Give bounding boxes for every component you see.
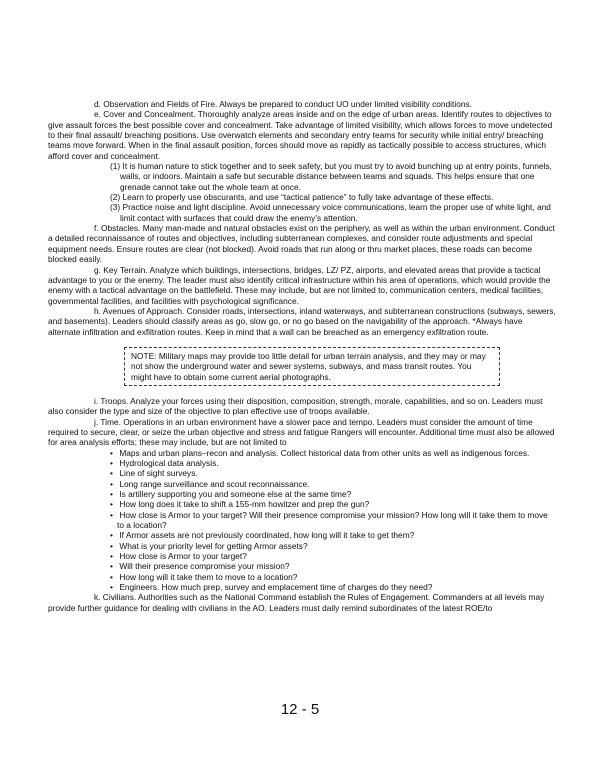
list-item: • How long will it take them to move to a location?	[110, 571, 298, 582]
paragraph-k: k. Civilians. Authorities such as the National Command establish the Rules of Engagement. Commanders at all levels may provide further guidance for dealing with civilians in the AO. Leaders must daily remind subordinates of the latest ROE/to	[48, 592, 545, 613]
paragraph-f: f. Obstacles. Many man-made and natural obstacles exist on the periphery, as well as within the urban environment. Conduct a detailed reconnaissance of routes and objectives, including subterranean complexes, and consider route adjustments and special equipment needs. Ensure routes are clear (not blocked). Avoid roads that run along or thru market places, these roads can become blocked easily.	[48, 223, 555, 265]
list-item: • Engineers. How much prep, survey and emplacement time of charges do they need?	[110, 582, 433, 593]
list-item: • If Armor assets are not previously coordinated, how long will it take to get them?	[110, 530, 415, 541]
list-item: • How close is Armor to your target?	[110, 551, 247, 562]
list-item: • How close is Armor to your target? Will their presence compromise your mission? How long will it take them to move to a location?	[110, 509, 548, 531]
paragraph-d: d. Observation and Fields of Fire. Always be prepared to conduct UO under limited visibility conditions.	[94, 99, 472, 109]
paragraph-e1: (1) It is human nature to stick together and to seek safety, but you must try to avoid bunching up at entry points, funnels, walls, or indoors. Maintain a safe but securable distance between teams and squads. This helps ensure that one grenade cannot take out the whole team at once.	[110, 161, 552, 192]
bullet-icon: •	[110, 571, 113, 582]
bullet-icon: •	[110, 447, 113, 458]
bullet-icon: •	[110, 530, 113, 541]
list-item: • What is your priority level for getting Armor assets?	[110, 540, 308, 551]
list-item: • Will their presence compromise your mission?	[110, 561, 290, 572]
paragraph-e3: (3) Practice noise and light discipline. Avoid unnecessary voice communications, learn the proper use of white light, and limit contact with surfaces that could draw the enemy’s attention.	[110, 202, 551, 223]
bullet-icon: •	[110, 509, 113, 520]
time-analysis-list	[48, 448, 556, 593]
bullet-icon: •	[110, 489, 113, 500]
bullet-icon: •	[110, 561, 113, 572]
bullet-icon: •	[110, 499, 113, 510]
list-item: • Line of sight surveys.	[110, 468, 198, 479]
bullet-icon: •	[110, 551, 113, 562]
note-box	[124, 347, 500, 386]
note-text: NOTE: Military maps may provide too little detail for urban terrain analysis, and they may or may not show the underground water and sewer systems, subways, and mass transit routes. You might have to obtain some current aerial photographs.	[131, 350, 486, 382]
paragraph-i: i. Troops. Analyze your forces using their disposition, composition, strength, morale, capabilities, and so on. Leaders must also consider the type and size of the objective to plan effective use of troops available.	[48, 395, 543, 417]
paragraph-e2: (2) Learn to properly use obscurants, and use “tactical patience” to fully take advantage of these effects.	[110, 192, 494, 203]
list-item: • Long range surveillance and scout reconnaissance.	[110, 478, 310, 489]
paragraph-j: j. Time. Operations in an urban environment have a slower pace and tempo. Leaders must consider the amount of time required to secure, clear, or seize the urban objective and stress and fatigue Rangers will encounter. Additional time must also be allowed for area analysis efforts; these may include, but are not limited to	[48, 416, 555, 448]
bullet-icon: •	[110, 468, 113, 479]
bullet-icon: •	[110, 478, 113, 489]
bullet-icon: •	[110, 540, 113, 551]
page-number: 12 - 5	[280, 701, 320, 718]
paragraph-h: h. Avenues of Approach. Consider roads, intersections, inland waterways, and subterranean constructions (subways, sewers, and basements). Leaders should classify areas as go, slow go, or no go based on the navigability of the approach. *Always have alternate infiltration and exfiltration routes. Keep in mind that a wall can be breached as an emergency exfiltration route.	[48, 305, 556, 337]
bullet-icon: •	[110, 582, 113, 593]
bullet-icon: •	[110, 458, 113, 468]
document-body	[48, 99, 556, 613]
list-item: • Hydrological data analysis.	[110, 458, 219, 468]
list-item: • Maps and urban plans–recon and analysis. Collect historical data from other units as well as indigenous forces.	[110, 447, 530, 458]
paragraph-e: e. Cover and Concealment. Thoroughly analyze areas inside and on the edge of urban areas. Identify routes to objectives to give assault forces the best possible cover and concealment. Take advantage of limited visibility, which allows forces to move undetected to their final assault/ breaching positions. Use overwatch elements and secondary entry teams for security while initial entry/ breaching teams move forward. When in the final assault position, forces should move as rapidly as tactically possible to access structures, which afford cover and concealment.	[48, 109, 553, 161]
paragraph-g: g. Key Terrain. Analyze which buildings, intersections, bridges, LZ/ PZ, airports, and elevated areas that provide a tactical advantage to you or the enemy. The leader must also identify critical infrastructure within his area of operations, which would provide the enemy with a tactical advantage on the battlefield. These may include, but are not limited to, communication centers, medical facilities, governmental facilities, and facilities with psychological significance.	[48, 264, 551, 306]
list-item: • Is artillery supporting you and someone else at the same time?	[110, 489, 352, 500]
list-item: • How long does it take to shift a 155-mm howitzer and prep the gun?	[110, 499, 370, 510]
